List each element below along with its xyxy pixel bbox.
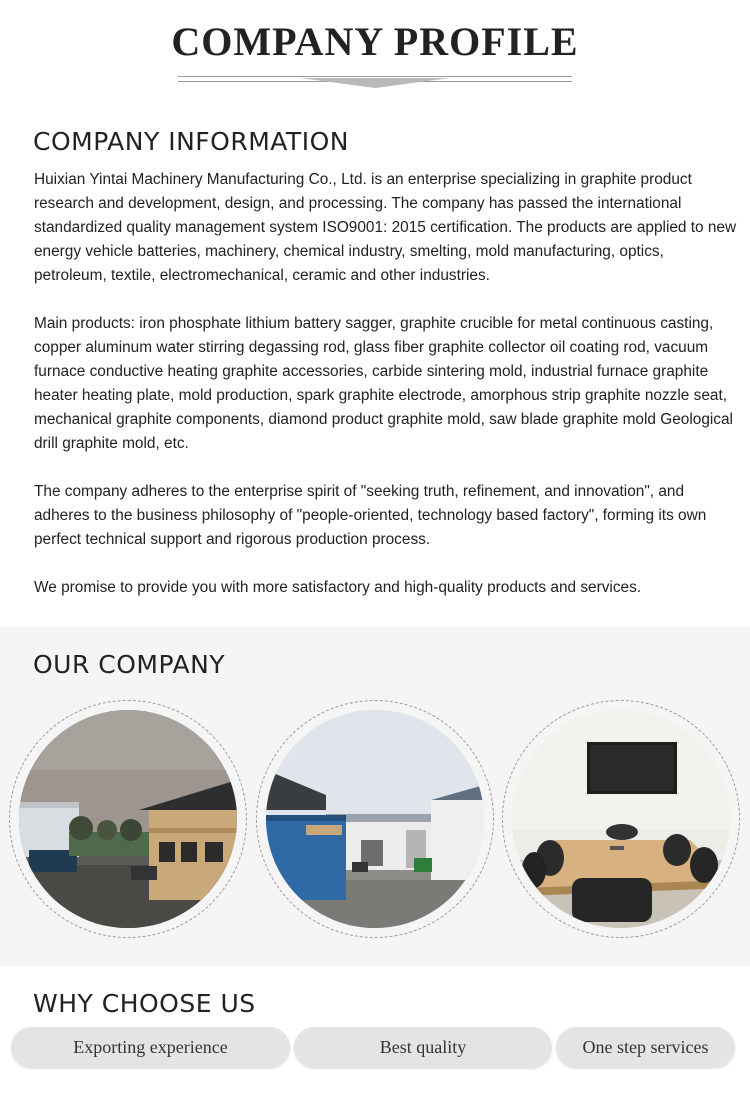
reason-one-step-services: One step services <box>556 1027 735 1068</box>
company-information-heading: COMPANY INFORMATION <box>33 127 349 156</box>
photo-frame-factory-yard <box>9 700 247 938</box>
reason-exporting-experience: Exporting experience <box>11 1027 290 1068</box>
info-paragraph: Huixian Yintai Machinery Manufacturing Co., Ltd. is an enterprise specializing in graphite product research and development, design, and processing. The company has passed the international standardized quality management system ISO9001: 2015 certification. The products are applied to new energy vehicle batteries, machinery, chemical industry, smelting, mold manufacturing, optics, petroleum, textile, electromechanical, ceramic and other industries. <box>34 171 737 284</box>
our-company-heading: OUR COMPANY <box>33 650 226 679</box>
info-paragraph: We promise to provide you with more satisfactory and high-quality products and services. <box>34 579 642 596</box>
page-title: COMPANY PROFILE <box>171 19 579 64</box>
reason-best-quality: Best quality <box>294 1027 552 1068</box>
info-paragraph: The company adheres to the enterprise spirit of "seeking truth, refinement, and innovation", and adheres to the business philosophy of "people-oriented, technology based factory", forming its own perfect technical support and rigorous production process. <box>34 483 707 548</box>
photo-frame-meeting-room <box>502 700 740 938</box>
company-information-text <box>34 168 739 624</box>
title-divider-top <box>178 76 572 77</box>
title-divider-ornament <box>300 78 450 88</box>
why-choose-us-heading: WHY CHOOSE US <box>33 989 256 1018</box>
factory-yard-photo <box>19 710 237 928</box>
factory-warehouse-photo <box>266 710 484 928</box>
meeting-room-photo <box>512 710 730 928</box>
photo-frame-warehouse <box>256 700 494 938</box>
info-paragraph: Main products: iron phosphate lithium battery sagger, graphite crucible for metal continuous casting, copper aluminum water stirring degassing rod, glass fiber graphite collector oil coating rod, vacuum furnace conductive heating graphite accessories, carbide sintering mold, industrial furnace graphite heater heating plate, mold production, spark graphite electrode, amorphous strip graphite nozzle seat, mechanical graphite components, diamond product graphite mold, saw blade graphite mold Geological drill graphite mold, etc. <box>34 315 733 452</box>
